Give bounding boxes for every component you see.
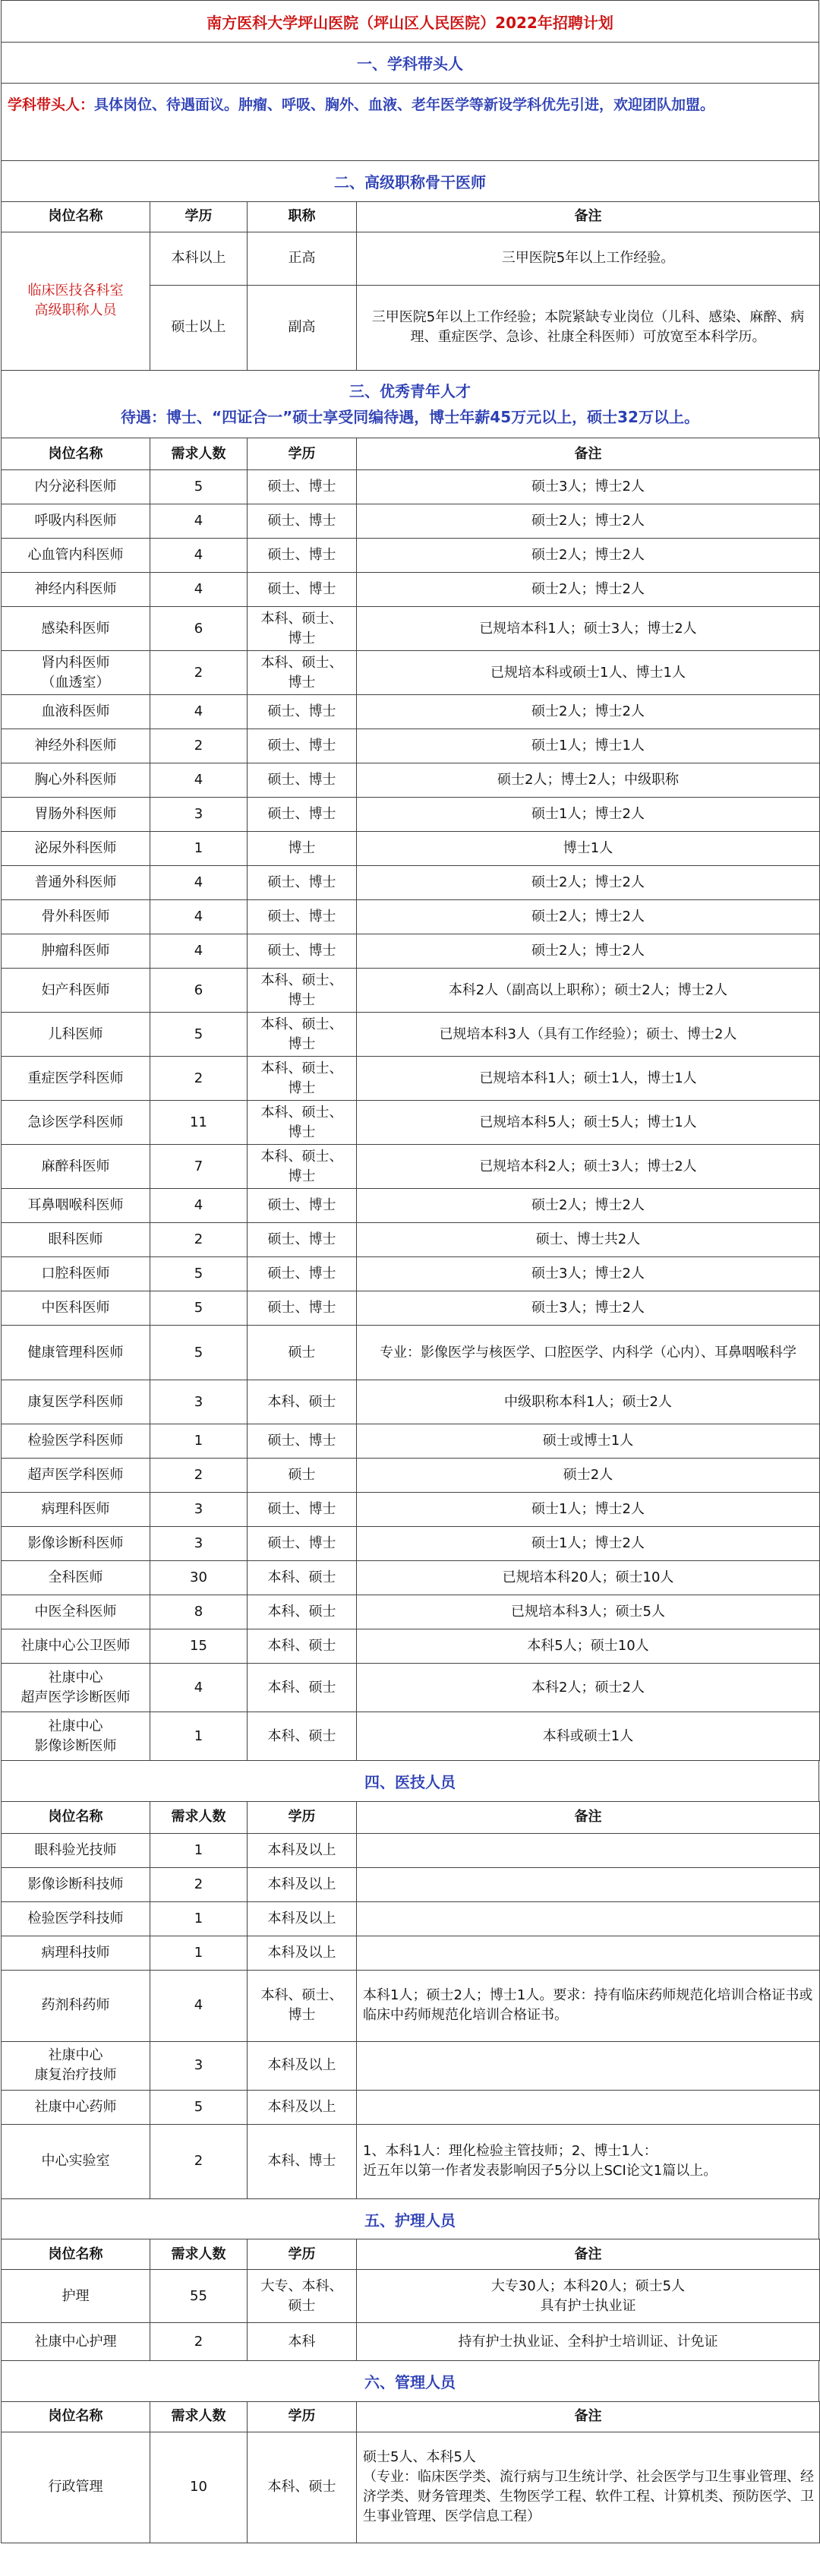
education-cell: 本科及以上 xyxy=(248,2090,357,2124)
count-cell: 3 xyxy=(150,1527,248,1561)
col-header: 职称 xyxy=(248,201,357,232)
note-cell xyxy=(357,1901,820,1936)
table-row xyxy=(2,470,820,504)
education-cell: 本科、博士 xyxy=(248,2124,357,2198)
table-row xyxy=(2,607,820,651)
note-cell: 硕士2人；博士2人 xyxy=(357,866,820,900)
education-cell: 硕士、博士 xyxy=(248,539,357,573)
senior-table xyxy=(1,201,820,371)
position-cell: 中心实验室 xyxy=(2,2124,150,2198)
education-cell: 硕士、博士 xyxy=(248,934,357,969)
count-cell: 11 xyxy=(150,1101,248,1145)
section-5-heading: 五、护理人员 xyxy=(1,2199,819,2240)
position-cell: 神经内科医师 xyxy=(2,573,150,607)
note-cell xyxy=(357,1936,820,1970)
count-cell: 1 xyxy=(150,1712,248,1761)
table-row xyxy=(2,1223,820,1257)
education-cell: 本科、硕士 xyxy=(248,1595,357,1629)
table-row xyxy=(2,1970,820,2041)
note-cell: 硕士1人；博士2人 xyxy=(357,798,820,832)
count-cell: 5 xyxy=(150,470,248,504)
section-2-heading: 二、高级职称骨干医师 xyxy=(1,161,819,202)
position-cell: 感染科医师 xyxy=(2,607,150,651)
table-row xyxy=(2,1326,820,1380)
table-row xyxy=(2,763,820,798)
count-cell: 7 xyxy=(150,1145,248,1189)
page-title: 南方医科大学坪山医院（坪山区人民医院）2022年招聘计划 xyxy=(1,0,819,43)
senior-position: 临床医技各科室 高级职称人员 xyxy=(2,232,150,370)
position-cell: 重症医学科医师 xyxy=(2,1057,150,1101)
position-cell: 麻醉科医师 xyxy=(2,1145,150,1189)
education-cell: 本科、硕士 xyxy=(248,1380,357,1424)
position-cell: 内分泌科医师 xyxy=(2,470,150,504)
education-cell: 硕士、博士 xyxy=(248,573,357,607)
senior-edu: 本科以上 xyxy=(150,232,248,285)
note-cell: 本科2人（副高以上职称）；硕士2人；博士2人 xyxy=(357,969,820,1013)
table-row xyxy=(2,1459,820,1493)
table-row xyxy=(2,1629,820,1664)
position-cell: 肿瘤科医师 xyxy=(2,934,150,969)
position-cell: 胸心外科医师 xyxy=(2,763,150,798)
count-cell: 4 xyxy=(150,900,248,934)
senior-title: 副高 xyxy=(248,285,357,370)
note-cell: 已规培本科1人；硕士1人，博士1人 xyxy=(357,1057,820,1101)
note-cell: 已规培本科3人（具有工作经验）；硕士、博士2人 xyxy=(357,1013,820,1057)
table-row xyxy=(2,651,820,695)
count-cell: 6 xyxy=(150,969,248,1013)
leader-label: 学科带头人： xyxy=(8,96,95,113)
education-cell: 本科、硕士、 博士 xyxy=(248,1970,357,2041)
table-row xyxy=(2,1833,820,1867)
count-cell: 1 xyxy=(150,1833,248,1867)
table-row xyxy=(2,1189,820,1223)
col-header: 岗位名称 xyxy=(2,438,150,470)
table-row xyxy=(2,1291,820,1326)
col-header: 需求人数 xyxy=(150,1801,248,1833)
table-row xyxy=(2,573,820,607)
position-cell: 超声医学科医师 xyxy=(2,1459,150,1493)
count-cell: 4 xyxy=(150,573,248,607)
section-3-header xyxy=(1,371,819,439)
education-cell: 硕士、博士 xyxy=(248,470,357,504)
position-cell: 病理科技师 xyxy=(2,1936,150,1970)
count-cell: 2 xyxy=(150,651,248,695)
note-cell: 已规培本科或硕士1人、博士1人 xyxy=(357,651,820,695)
education-cell: 本科、硕士、 博士 xyxy=(248,1013,357,1057)
note-cell: 本科1人；硕士2人；博士1人。要求：持有临床药师规范化培训合格证书或临床中药师规范化培训合格证书。 xyxy=(357,1970,820,2041)
education-cell: 本科及以上 xyxy=(248,1867,357,1901)
education-cell: 硕士、博士 xyxy=(248,798,357,832)
count-cell: 3 xyxy=(150,798,248,832)
note-cell: 本科2人；硕士2人 xyxy=(357,1664,820,1712)
note-cell: 硕士2人；博士2人 xyxy=(357,934,820,969)
leader-text: 具体岗位、待遇面议。肿瘤、呼吸、胸外、血液、老年医学等新设学科优先引进，欢迎团队加盟。 xyxy=(94,96,715,113)
table-row xyxy=(2,1561,820,1595)
position-cell: 药剂科药师 xyxy=(2,1970,150,2041)
note-cell: 硕士3人；博士2人 xyxy=(357,1257,820,1291)
education-cell: 硕士 xyxy=(248,1459,357,1493)
table-row xyxy=(2,1424,820,1459)
note-cell: 硕士2人；博士2人 xyxy=(357,573,820,607)
table-row xyxy=(2,1257,820,1291)
position-cell: 社康中心 超声医学诊断医师 xyxy=(2,1664,150,1712)
count-cell: 3 xyxy=(150,1493,248,1527)
table-row xyxy=(2,866,820,900)
table-row xyxy=(2,1380,820,1424)
education-cell: 硕士、博士 xyxy=(248,1527,357,1561)
note-cell: 硕士2人 xyxy=(357,1459,820,1493)
position-cell: 妇产科医师 xyxy=(2,969,150,1013)
count-cell: 6 xyxy=(150,607,248,651)
education-cell: 本科及以上 xyxy=(248,1833,357,1867)
education-cell: 本科、硕士、 博士 xyxy=(248,969,357,1013)
education-cell: 硕士、博士 xyxy=(248,729,357,763)
senior-edu: 硕士以上 xyxy=(150,285,248,370)
note-cell: 已规培本科3人；硕士5人 xyxy=(357,1595,820,1629)
position-cell: 社康中心护理 xyxy=(2,2323,150,2361)
count-cell: 4 xyxy=(150,695,248,729)
table-row xyxy=(2,1867,820,1901)
col-header: 备注 xyxy=(357,438,820,470)
count-cell: 3 xyxy=(150,2041,248,2090)
note-cell: 硕士、博士共2人 xyxy=(357,1223,820,1257)
note-cell: 硕士或博士1人 xyxy=(357,1424,820,1459)
education-cell: 本科、硕士、 博士 xyxy=(248,1057,357,1101)
note-cell: 已规培本科2人；硕士3人；博士2人 xyxy=(357,1145,820,1189)
education-cell: 硕士、博士 xyxy=(248,1291,357,1326)
position-cell: 社康中心药师 xyxy=(2,2090,150,2124)
note-cell: 硕士1人；博士2人 xyxy=(357,1493,820,1527)
senior-title: 正高 xyxy=(248,232,357,285)
table-row xyxy=(2,1936,820,1970)
note-cell: 硕士3人；博士2人 xyxy=(357,470,820,504)
col-header: 备注 xyxy=(357,2239,820,2270)
col-header: 备注 xyxy=(357,1801,820,1833)
position-cell: 泌尿外科医师 xyxy=(2,832,150,866)
note-cell: 硕士1人；博士2人 xyxy=(357,1527,820,1561)
position-cell: 儿科医师 xyxy=(2,1013,150,1057)
note-cell: 已规培本科20人；硕士10人 xyxy=(357,1561,820,1595)
count-cell: 3 xyxy=(150,1380,248,1424)
table-row xyxy=(2,1013,820,1057)
position-cell: 口腔科医师 xyxy=(2,1257,150,1291)
count-cell: 5 xyxy=(150,2090,248,2124)
education-cell: 硕士、博士 xyxy=(248,695,357,729)
education-cell: 硕士、博士 xyxy=(248,866,357,900)
position-cell: 呼吸内科医师 xyxy=(2,504,150,539)
position-cell: 社康中心公卫医师 xyxy=(2,1629,150,1664)
education-cell: 本科、硕士、 博士 xyxy=(248,1101,357,1145)
col-header: 学历 xyxy=(248,438,357,470)
note-cell: 硕士2人；博士2人 xyxy=(357,695,820,729)
col-header: 备注 xyxy=(357,201,820,232)
count-cell: 1 xyxy=(150,1936,248,1970)
note-cell: 硕士2人；博士2人 xyxy=(357,504,820,539)
table-row xyxy=(2,729,820,763)
count-cell: 8 xyxy=(150,1595,248,1629)
education-cell: 本科及以上 xyxy=(248,2041,357,2090)
position-cell: 中医全科医师 xyxy=(2,1595,150,1629)
position-cell: 影像诊断科技师 xyxy=(2,1867,150,1901)
note-cell: 硕士1人；博士1人 xyxy=(357,729,820,763)
count-cell: 2 xyxy=(150,1057,248,1101)
position-cell: 检验医学科医师 xyxy=(2,1424,150,1459)
table-row xyxy=(2,504,820,539)
position-cell: 护理 xyxy=(2,2270,150,2323)
education-cell: 本科 xyxy=(248,2323,357,2361)
table-row xyxy=(2,2270,820,2323)
education-cell: 本科、硕士 xyxy=(248,1629,357,1664)
education-cell: 大专、本科、 硕士 xyxy=(248,2270,357,2323)
col-header: 需求人数 xyxy=(150,438,248,470)
col-header: 岗位名称 xyxy=(2,201,150,232)
col-header: 学历 xyxy=(248,2239,357,2270)
count-cell: 1 xyxy=(150,832,248,866)
table-row xyxy=(2,969,820,1013)
position-cell: 血液科医师 xyxy=(2,695,150,729)
col-header: 岗位名称 xyxy=(2,2401,150,2432)
table-row xyxy=(2,2432,820,2543)
education-cell: 本科、硕士 xyxy=(248,1712,357,1761)
position-cell: 社康中心 影像诊断医师 xyxy=(2,1712,150,1761)
count-cell: 5 xyxy=(150,1326,248,1380)
note-cell: 本科5人；硕士10人 xyxy=(357,1629,820,1664)
note-cell: 已规培本科1人；硕士3人；博士2人 xyxy=(357,607,820,651)
education-cell: 本科、硕士 xyxy=(248,2432,357,2543)
nursing-table xyxy=(1,2239,820,2361)
col-header: 学历 xyxy=(248,1801,357,1833)
note-cell: 1、本科1人：理化检验主管技师；2、博士1人： 近五年以第一作者发表影响因子5分以上SCI论文1篇以上。 xyxy=(357,2124,820,2198)
note-cell: 已规培本科5人；硕士5人；博士1人 xyxy=(357,1101,820,1145)
education-cell: 本科、硕士、 博士 xyxy=(248,607,357,651)
col-header: 需求人数 xyxy=(150,2401,248,2432)
position-cell: 骨外科医师 xyxy=(2,900,150,934)
table-row xyxy=(2,900,820,934)
note-cell: 中级职称本科1人；硕士2人 xyxy=(357,1380,820,1424)
table-row xyxy=(2,695,820,729)
count-cell: 4 xyxy=(150,866,248,900)
education-cell: 硕士、博士 xyxy=(248,1189,357,1223)
count-cell: 4 xyxy=(150,763,248,798)
count-cell: 5 xyxy=(150,1291,248,1326)
count-cell: 4 xyxy=(150,539,248,573)
education-cell: 硕士、博士 xyxy=(248,1424,357,1459)
count-cell: 1 xyxy=(150,1901,248,1936)
table-row xyxy=(2,1527,820,1561)
table-row xyxy=(2,1101,820,1145)
education-cell: 硕士 xyxy=(248,1326,357,1380)
position-cell: 眼科验光技师 xyxy=(2,1833,150,1867)
note-cell: 专业：影像医学与核医学、口腔医学、内科学（心内）、耳鼻咽喉科学 xyxy=(357,1326,820,1380)
education-cell: 本科及以上 xyxy=(248,1936,357,1970)
section-1-body xyxy=(1,84,819,161)
table-row xyxy=(2,832,820,866)
senior-note: 三甲医院5年以上工作经验；本院紧缺专业岗位（儿科、感染、麻醉、病理、重症医学、急诊、社康全科医师）可放宽至本科学历。 xyxy=(357,285,820,370)
note-cell: 硕士2人；博士2人 xyxy=(357,1189,820,1223)
education-cell: 本科、硕士 xyxy=(248,1561,357,1595)
education-cell: 硕士、博士 xyxy=(248,763,357,798)
count-cell: 4 xyxy=(150,1970,248,2041)
table-row xyxy=(2,1901,820,1936)
note-cell xyxy=(357,2041,820,2090)
note-cell: 硕士5人、本科5人 （专业：临床医学类、流行病与卫生统计学、社会医学与卫生事业管理、经济学类、财务管理类、生物医学工程、软件工程、计算机类、预防医学、卫生事业管理、医学信息工程） xyxy=(357,2432,820,2543)
note-cell xyxy=(357,2090,820,2124)
senior-note: 三甲医院5年以上工作经验。 xyxy=(357,232,820,285)
position-cell: 急诊医学科医师 xyxy=(2,1101,150,1145)
position-cell: 检验医学科技师 xyxy=(2,1901,150,1936)
count-cell: 55 xyxy=(150,2270,248,2323)
col-header: 需求人数 xyxy=(150,2239,248,2270)
position-cell: 眼科医师 xyxy=(2,1223,150,1257)
position-cell: 健康管理科医师 xyxy=(2,1326,150,1380)
education-cell: 硕士、博士 xyxy=(248,1493,357,1527)
note-cell: 博士1人 xyxy=(357,832,820,866)
count-cell: 2 xyxy=(150,729,248,763)
position-cell: 康复医学科医师 xyxy=(2,1380,150,1424)
position-cell: 肾内科医师 （血透室） xyxy=(2,651,150,695)
table-row xyxy=(2,798,820,832)
count-cell: 5 xyxy=(150,1257,248,1291)
position-cell: 胃肠外科医师 xyxy=(2,798,150,832)
table-row xyxy=(2,2041,820,2090)
note-cell: 本科或硕士1人 xyxy=(357,1712,820,1761)
count-cell: 4 xyxy=(150,1189,248,1223)
count-cell: 2 xyxy=(150,2323,248,2361)
col-header: 岗位名称 xyxy=(2,2239,150,2270)
note-cell: 硕士2人；博士2人 xyxy=(357,900,820,934)
table-row xyxy=(2,1664,820,1712)
technician-table xyxy=(1,1801,820,2199)
table-row xyxy=(2,1493,820,1527)
education-cell: 硕士、博士 xyxy=(248,1223,357,1257)
note-cell xyxy=(357,1867,820,1901)
position-cell: 影像诊断科医师 xyxy=(2,1527,150,1561)
count-cell: 2 xyxy=(150,1867,248,1901)
count-cell: 2 xyxy=(150,1223,248,1257)
education-cell: 本科及以上 xyxy=(248,1901,357,1936)
education-cell: 博士 xyxy=(248,832,357,866)
count-cell: 2 xyxy=(150,2124,248,2198)
count-cell: 5 xyxy=(150,1013,248,1057)
position-cell: 行政管理 xyxy=(2,2432,150,2543)
position-cell: 耳鼻咽喉科医师 xyxy=(2,1189,150,1223)
section-3-benefit: 待遇：博士、“四证合一”硕士享受同编待遇，博士年薪45万元以上，硕士32万以上。 xyxy=(121,407,699,426)
education-cell: 本科、硕士、 博士 xyxy=(248,1145,357,1189)
col-header: 备注 xyxy=(357,2401,820,2432)
position-cell: 中医科医师 xyxy=(2,1291,150,1326)
count-cell: 4 xyxy=(150,504,248,539)
table-row xyxy=(2,2124,820,2198)
table-row xyxy=(2,1145,820,1189)
table-row xyxy=(2,539,820,573)
education-cell: 硕士、博士 xyxy=(248,1257,357,1291)
position-cell: 全科医师 xyxy=(2,1561,150,1595)
education-cell: 本科、硕士、 博士 xyxy=(248,651,357,695)
table-row xyxy=(2,2090,820,2124)
note-cell: 硕士3人；博士2人 xyxy=(357,1291,820,1326)
table-row xyxy=(2,934,820,969)
note-cell: 硕士2人；博士2人 xyxy=(357,539,820,573)
position-cell: 普通外科医师 xyxy=(2,866,150,900)
section-1-heading: 一、学科带头人 xyxy=(1,43,819,84)
position-cell: 神经外科医师 xyxy=(2,729,150,763)
position-cell: 社康中心 康复治疗技师 xyxy=(2,2041,150,2090)
count-cell: 2 xyxy=(150,1459,248,1493)
note-cell xyxy=(357,1833,820,1867)
count-cell: 1 xyxy=(150,1424,248,1459)
count-cell: 10 xyxy=(150,2432,248,2543)
col-header: 学历 xyxy=(248,2401,357,2432)
table-row xyxy=(2,2323,820,2361)
table-row xyxy=(2,1057,820,1101)
count-cell: 30 xyxy=(150,1561,248,1595)
count-cell: 4 xyxy=(150,934,248,969)
note-cell: 大专30人；本科20人；硕士5人 具有护士执业证 xyxy=(357,2270,820,2323)
note-cell: 硕士2人；博士2人；中级职称 xyxy=(357,763,820,798)
table-row xyxy=(2,1712,820,1761)
section-6-heading: 六、管理人员 xyxy=(1,2361,819,2402)
col-header: 学历 xyxy=(150,201,248,232)
education-cell: 本科、硕士 xyxy=(248,1664,357,1712)
recruitment-sheet xyxy=(1,0,819,2543)
note-cell: 持有护士执业证、全科护士培训证、计免证 xyxy=(357,2323,820,2361)
col-header: 岗位名称 xyxy=(2,1801,150,1833)
management-table xyxy=(1,2401,820,2543)
position-cell: 病理科医师 xyxy=(2,1493,150,1527)
section-4-heading: 四、医技人员 xyxy=(1,1761,819,1802)
section-3-heading: 三、优秀青年人才 xyxy=(349,381,471,400)
education-cell: 硕士、博士 xyxy=(248,900,357,934)
position-cell: 心血管内科医师 xyxy=(2,539,150,573)
count-cell: 15 xyxy=(150,1629,248,1664)
education-cell: 硕士、博士 xyxy=(248,504,357,539)
count-cell: 4 xyxy=(150,1664,248,1712)
table-row xyxy=(2,1595,820,1629)
talent-table xyxy=(1,438,820,1761)
